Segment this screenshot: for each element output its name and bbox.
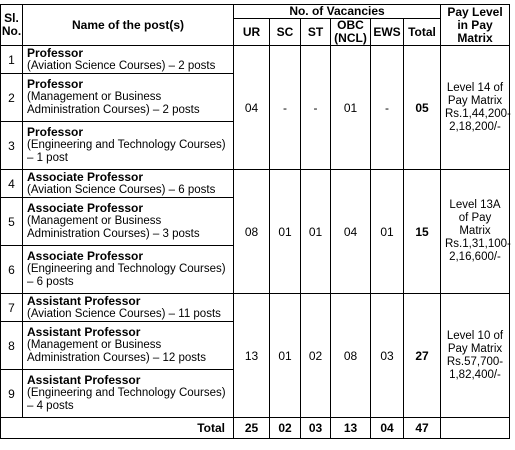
total-ews: 04 xyxy=(371,418,404,439)
total-pay-empty xyxy=(441,418,510,439)
total-all: 47 xyxy=(404,418,441,439)
ews-count: 01 xyxy=(371,170,404,294)
ur-count: 13 xyxy=(234,294,270,418)
header-sc: SC xyxy=(270,19,301,46)
header-sl: Sl. No. xyxy=(1,5,23,46)
st-count: 02 xyxy=(301,294,331,418)
obc-count: 08 xyxy=(331,294,371,418)
sc-count: - xyxy=(270,46,301,170)
ur-count: 04 xyxy=(234,46,270,170)
total-count: 27 xyxy=(404,294,441,418)
table-row xyxy=(1,294,510,322)
sl-no: 6 xyxy=(1,246,23,294)
sl-no: 1 xyxy=(1,46,23,74)
ews-count: 03 xyxy=(371,294,404,418)
post-name xyxy=(23,246,234,294)
post-name xyxy=(23,322,234,370)
header-pay: Pay Level in Pay Matrix xyxy=(441,5,510,46)
post-detail: (Engineering and Technology Courses) – 1 post xyxy=(27,139,226,164)
sc-count: 01 xyxy=(270,294,301,418)
total-obc: 13 xyxy=(331,418,371,439)
sl-no: 5 xyxy=(1,198,23,246)
post-detail: (Management or Business Administration Courses) – 3 posts xyxy=(27,215,200,240)
post-name xyxy=(23,370,234,418)
post-detail: (Management or Business Administration Courses) – 12 posts xyxy=(27,339,206,364)
post-detail: (Management or Business Administration Courses) – 2 posts xyxy=(27,91,200,116)
post-name xyxy=(23,46,234,74)
pay-level: Level 13A of Pay Matrix Rs.1,31,100-2,16,600/- xyxy=(441,170,510,294)
post-title: Assistant Professor xyxy=(27,293,141,308)
post-detail: (Engineering and Technology Courses) – 4 posts xyxy=(27,387,226,412)
table-row xyxy=(1,46,510,74)
post-title: Assistant Professor xyxy=(27,325,141,339)
post-name xyxy=(23,294,234,322)
total-count: 15 xyxy=(404,170,441,294)
header-vacancies: No. of Vacancies xyxy=(234,5,441,19)
pay-level: Level 10 of Pay Matrix Rs.57,700-1,82,400/- xyxy=(441,294,510,418)
obc-count: 04 xyxy=(331,170,371,294)
post-detail: (Aviation Science Courses) – 2 posts xyxy=(27,59,216,72)
post-detail: (Aviation Science Courses) – 6 posts xyxy=(27,183,216,196)
header-ews: EWS xyxy=(371,19,404,46)
post-name xyxy=(23,74,234,122)
table-row xyxy=(1,170,510,198)
post-name xyxy=(23,170,234,198)
header-st: ST xyxy=(301,19,331,46)
pay-level: Level 14 of Pay Matrix Rs.1,44,200-2,18,200/- xyxy=(441,46,510,170)
obc-count: 01 xyxy=(331,46,371,170)
post-name xyxy=(23,122,234,170)
header-name: Name of the post(s) xyxy=(23,5,234,46)
sl-no: 3 xyxy=(1,122,23,170)
st-count: 01 xyxy=(301,170,331,294)
post-detail: (Aviation Science Courses) – 11 posts xyxy=(27,307,221,320)
total-st: 03 xyxy=(301,418,331,439)
ews-count: - xyxy=(371,46,404,170)
header-obc: OBC (NCL) xyxy=(331,19,371,46)
ur-count: 08 xyxy=(234,170,270,294)
post-title: Professor xyxy=(27,45,84,60)
vacancy-table xyxy=(0,4,510,439)
st-count: - xyxy=(301,46,331,170)
sl-no: 4 xyxy=(1,170,23,198)
header-ur: UR xyxy=(234,19,270,46)
post-title: Assistant Professor xyxy=(27,373,141,387)
total-count: 05 xyxy=(404,46,441,170)
post-title: Professor xyxy=(27,77,84,91)
sl-no: 8 xyxy=(1,322,23,370)
post-title: Associate Professor xyxy=(27,169,144,184)
sl-no: 7 xyxy=(1,294,23,322)
post-detail: (Engineering and Technology Courses) – 6 posts xyxy=(27,263,226,288)
sl-no: 9 xyxy=(1,370,23,418)
totals-row xyxy=(1,418,510,439)
post-name xyxy=(23,198,234,246)
post-title: Associate Professor xyxy=(27,201,144,215)
post-title: Professor xyxy=(27,125,84,139)
sc-count: 01 xyxy=(270,170,301,294)
total-ur: 25 xyxy=(234,418,270,439)
header-total: Total xyxy=(404,19,441,46)
sl-no: 2 xyxy=(1,74,23,122)
post-title: Associate Professor xyxy=(27,249,144,263)
totals-label: Total xyxy=(1,418,234,439)
total-sc: 02 xyxy=(270,418,301,439)
